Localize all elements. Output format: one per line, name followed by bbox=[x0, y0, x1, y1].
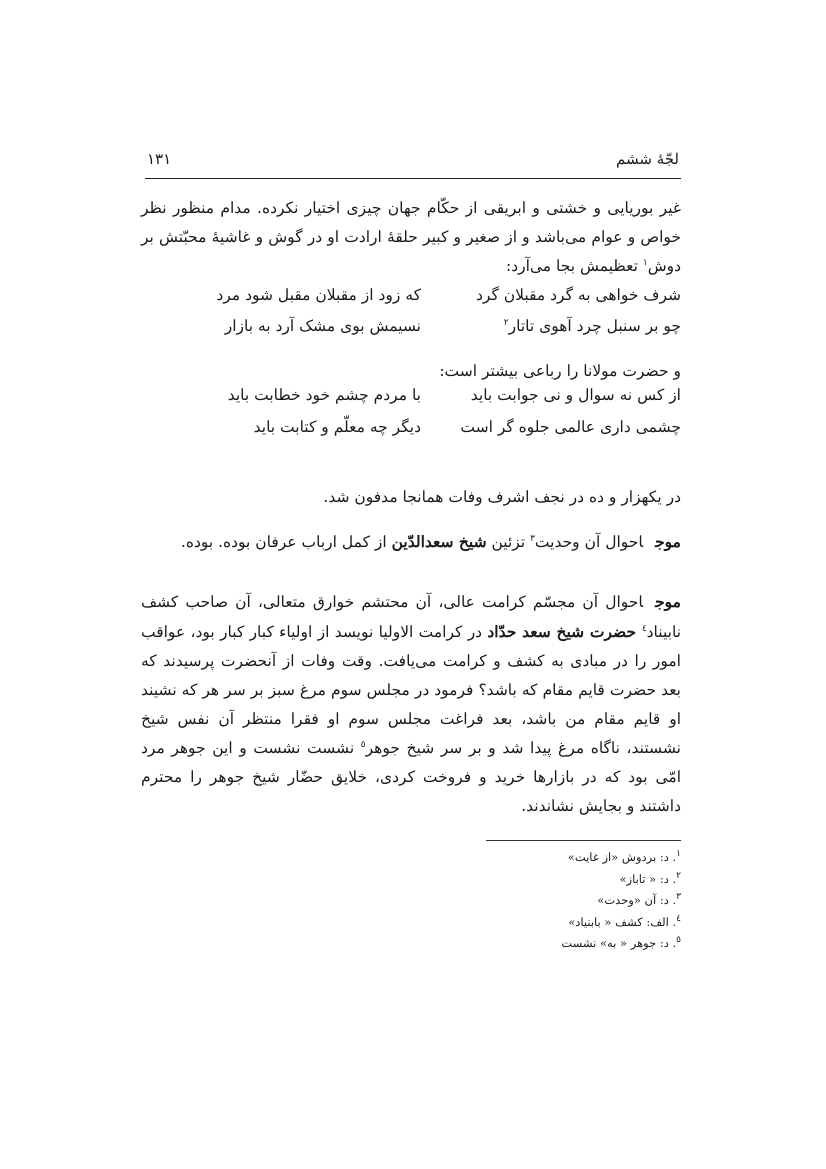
hemistich-text: چو بر سنبل چرد آهوی تاتار bbox=[508, 317, 681, 335]
footnote-number: ٣ bbox=[676, 892, 681, 903]
paragraph-rubai: و حضرت مولانا را رباعی بیشتر است: bbox=[439, 362, 681, 380]
footnote bbox=[431, 890, 681, 912]
footnote-ref-5: ٥ bbox=[360, 739, 366, 750]
hemistich-1 bbox=[504, 317, 681, 335]
entry-text-a: احوال آن مجسّم کرامت عالی، آن محتشم خوارق متعالی، آن صاحب کشف نابیناد bbox=[141, 593, 681, 641]
footnote bbox=[431, 933, 681, 955]
footnote-ref-2: ٢ bbox=[503, 317, 509, 328]
hemistich-1: شرف خواهی به گرد مقبلان گرد bbox=[476, 286, 681, 304]
entry-name: حضرت شیخ سعد حدّاد bbox=[487, 622, 642, 641]
entry-text-b: در کرامت الاولیا نویسد از اولیاء کبار کبار بود، عواقب امور را در مبادی به کشف و کرامت می‌یافت. وقت وفات از آنحضرت پرسیدند که بعد حضرت قایم مقام که باشد؟ فرمود در مجلس سوم مرغ سبز بر سر هر که نشیند او قایم مقام من باشد، بعد فراغت مجلس سوم او فقرا منتظر آن نفس شیخ نشستند، ناگاه مرغ پیدا شد و بر سر شیخ جوهر bbox=[141, 623, 682, 757]
hemistich-2: با مردم چشم خود خطابت باید bbox=[227, 386, 421, 404]
verse-line-1 bbox=[146, 286, 681, 316]
footnote-number: ٢ bbox=[676, 870, 681, 881]
verse-line-4 bbox=[146, 418, 681, 448]
verse-line-2 bbox=[146, 317, 681, 347]
footnote-text: . د: آن «وحدت» bbox=[597, 893, 677, 907]
entry-text-b: تزئین bbox=[486, 533, 531, 551]
entry-text-a: احوال آن وحدیت bbox=[534, 533, 644, 551]
paragraph-intro bbox=[141, 194, 681, 281]
entry-label: موج bbox=[655, 532, 681, 551]
footnote-text: . الف: کشف « بابنیاد» bbox=[568, 914, 677, 929]
running-header bbox=[147, 150, 679, 174]
entry-saad-haddad bbox=[141, 587, 681, 821]
entry-saad-aldin bbox=[141, 527, 681, 557]
hemistich-2: که زود از مقبلان مقبل شود مرد bbox=[216, 286, 421, 304]
footnote-text: . د: بردوش «از غایت» bbox=[567, 850, 677, 864]
footnote-text: . د: جوهر « به» نشست bbox=[561, 936, 677, 950]
footnote-ref-4: ٤ bbox=[641, 623, 647, 634]
hemistich-1: چشمی داری عالمی جلوه گر است bbox=[460, 418, 681, 436]
entry-name: شیخ سعدالدّین bbox=[391, 532, 487, 551]
footnote bbox=[431, 869, 681, 891]
page-number: ١٣١ bbox=[147, 150, 172, 168]
hemistich-1: از کس نه سوال و نی جوابت باید bbox=[470, 386, 681, 404]
paragraph-intro-text: غیر بوریایی و خشتی و ابریقی از حکّام جهان چیزی اختیار نکرده. مدام منظور نظر خواص و عوام می‌باشد و از صغیر و کبیر حلقهٔ ارادت او در گوش و غاشیهٔ محبّتش بر دوش bbox=[141, 199, 681, 275]
footnote-number: ٤ bbox=[676, 913, 681, 924]
paragraph-death: در یکهزار و ده در نجف اشرف وفات همانجا مدفون شد. bbox=[323, 488, 681, 506]
footnote-number: ١ bbox=[676, 849, 681, 860]
verse-line-3 bbox=[146, 386, 681, 416]
footnote-ref-1: ١ bbox=[642, 257, 648, 268]
footnote bbox=[431, 847, 681, 869]
hemistich-2: نسیمش بوی مشک آرد به بازار bbox=[224, 317, 421, 335]
paragraph-intro-end: تعظیمش بجا می‌آرد: bbox=[505, 257, 643, 275]
footnote-number: ٥ bbox=[676, 935, 681, 946]
hemistich-2: دیگر چه معلّم و کتابت باید bbox=[253, 418, 421, 436]
footnotes bbox=[431, 847, 681, 955]
footnote-text: . د: « تاباز» bbox=[619, 871, 677, 886]
entry-label: موج bbox=[655, 592, 681, 611]
header-title: لجّهٔ ششم bbox=[616, 150, 679, 168]
footnote-rule bbox=[486, 840, 681, 841]
header-rule bbox=[145, 178, 681, 179]
entry-text-c: نشست نشست و این جوهر مرد امّی بود که در بازارها خرید و فروخت کردی، خلایق حضّار شیخ جوهر را محترم داشتند و بجایش نشاندند. bbox=[141, 739, 681, 815]
entry-text-c: از کمل ارباب عرفان بوده. بوده. bbox=[180, 533, 392, 551]
footnote bbox=[431, 912, 681, 934]
footnote-ref-3: ٣ bbox=[530, 533, 535, 544]
